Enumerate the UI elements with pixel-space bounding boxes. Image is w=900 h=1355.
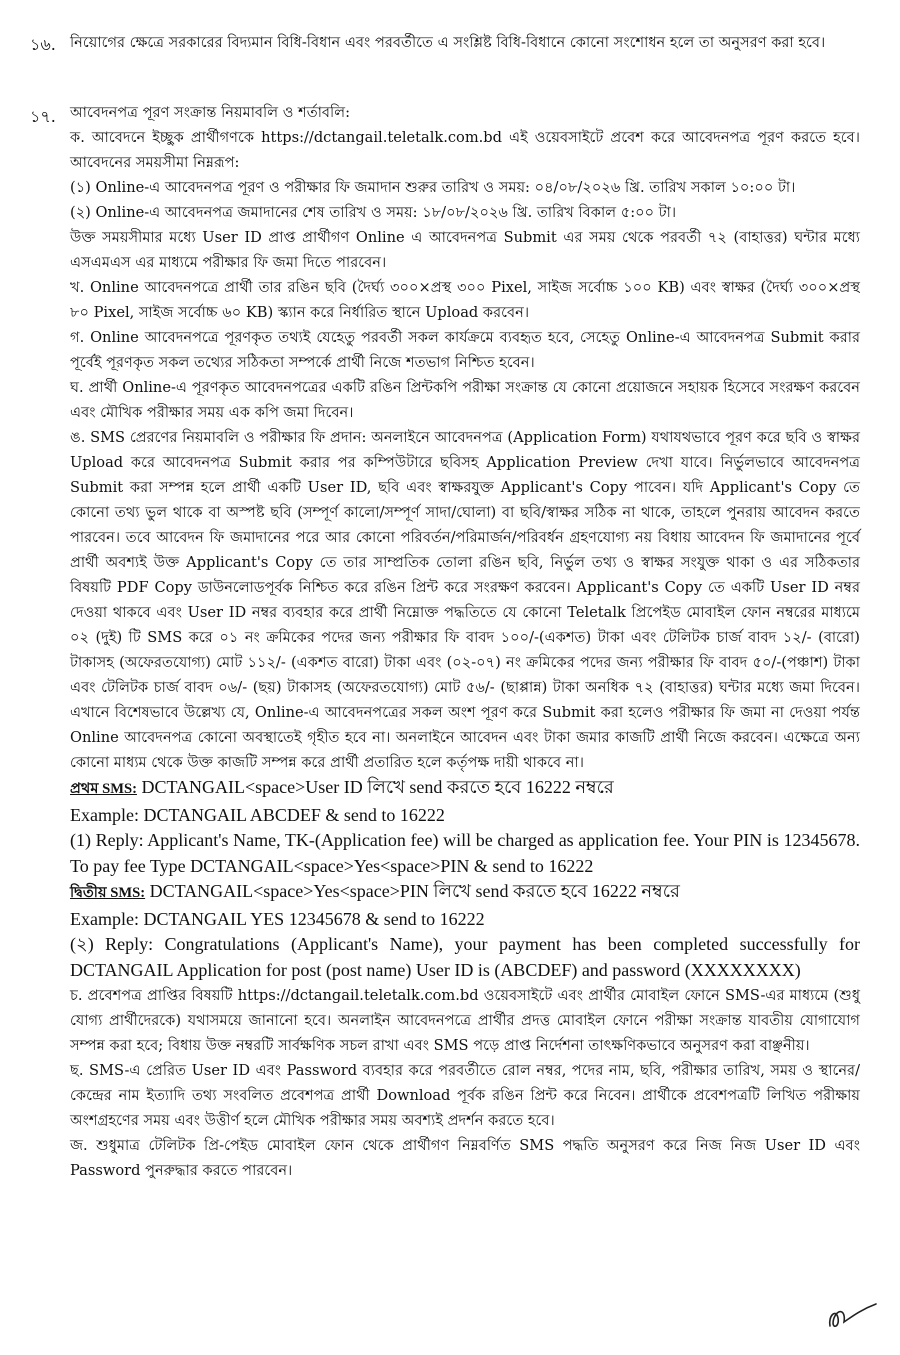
clause-cha: চ. প্রবেশপত্র প্রাপ্তির বিষয়টি https://dctangail.teletalk.com.bd ওয়েবসাইটে এবং প্রার্থীর মোবাইল ফোনে SMS-এর মাধ্যমে (শুধু যোগ্য প্রার্থীদেরকে) যথাসময়ে জানানো হবে। অনলাইন আবেদনপত্রে প্রার্থীর প্রদত্ত মোবাইল ফোনে পরীক্ষা সংক্রান্ত যাবতীয় যোগাযোগ সম্পন্ন করা হবে; বিধায় উক্ত নম্বরটি সার্বক্ষণিক সচল রাখা এবং SMS পড়ে প্রাপ্ত নির্দেশনা তাৎক্ষণিকভাবে অনুসরণ করা বাঞ্ছনীয়। [70, 987, 860, 1054]
clause-ka: ক. আবেদনে ইচ্ছুক প্রার্থীগণকে https://dctangail.teletalk.com.bd এই ওয়েবসাইটে প্রবেশ করে আবেদনপত্র পূরণ করতে হবে। আবেদনের সময়সীমা নিম্নরূপ: [70, 129, 860, 171]
signature-mark [800, 1288, 880, 1338]
sms-first-reply: (1) Reply: Applicant's Name, TK-(Application fee) will be charged as application fee. Your PIN is 12345678. To pay fee Type DCTANGAIL<space>Yes<space>PIN & send to 16222 [70, 830, 860, 876]
sms-first-body: DCTANGAIL<space>User ID লিখে send করতে হবে 16222 নম্বরে [136, 777, 614, 797]
item-16-text [70, 30, 860, 55]
item-17-number: ১৭. [30, 107, 56, 126]
clause-gha: ঘ. প্রার্থী Online-এ পূরণকৃত আবেদনপত্রের একটি রঙিন প্রিন্টকপি পরীক্ষা সংক্রান্ত যে কোনো প্রয়োজনে সহায়ক হিসেবে সংরক্ষণ করবেন এবং মৌখিক পরীক্ষার সময় এক কপি জমা দিবেন। [70, 379, 860, 421]
clause-chha: ছ. SMS-এ প্রেরিত User ID এবং Password ব্যবহার করে পরবর্তীতে রোল নম্বর, পদের নাম, ছবি, পরীক্ষার তারিখ, সময় ও স্থানের/কেন্দ্রের নাম ইত্যাদি তথ্য সংবলিত প্রবেশপত্র প্রার্থী Download পূর্বক রঙিন প্রিন্ট করে নিবেন। প্রার্থীকে প্রবেশপত্রটি লিখিত পরীক্ষায় অংশগ্রহণের সময় এবং উত্তীর্ণ হলে মৌখিক পরীক্ষার সময় অবশ্যই প্রদর্শন করতে হবে। [70, 1062, 860, 1129]
clause-ja: জ. শুধুমাত্র টেলিটক প্রি-পেইড মোবাইল ফোন থেকে প্রার্থীগণ নিম্নবর্ণিত SMS পদ্ধতি অনুসরণ করে নিজ নিজ User ID এবং Password পুনরুদ্ধার করতে পারবেন। [70, 1137, 860, 1179]
sms-second-line [70, 879, 860, 907]
clause-umo: ঙ. SMS প্রেরণের নিয়মাবলি ও পরীক্ষার ফি প্রদান: অনলাইনে আবেদনপত্র (Application Form) যথাযথভাবে পূরণ করে ছবি ও স্বাক্ষর Upload করে আবেদনপত্র Submit করার পর কম্পিউটারে ছবিসহ Application Preview দেখা যাবে। নির্ভুলভাবে আবেদনপত্র Submit করা সম্পন্ন হলে প্রার্থী একটি User ID, ছবি এবং স্বাক্ষরযুক্ত Applicant's Copy পাবেন। যদি Applicant's Copy তে কোনো তথ্য ভুল থাকে বা অস্পষ্ট ছবি (সম্পূর্ণ কালো/সম্পূর্ণ সাদা/ঘোলা) বা ছবি/স্বাক্ষর সঠিক না থাকে, তাহলে পুনরায় আবেদন করতে পারবেন। তবে আবেদন ফি জমাদানের পরে আর কোনো পরিবর্তন/পরিমার্জন/পরিবর্ধন গ্রহণযোগ্য নয় বিধায় আবেদন ফি জমাদানের পূর্বে প্রার্থী অবশ্যই উক্ত Applicant's Copy তে তার সাম্প্রতিক তোলা রঙিন ছবি, নির্ভুল তথ্য ও স্বাক্ষর সংযুক্ত থাকা ও এর সঠিকতার বিষয়টি PDF Copy ডাউনলোডপূর্বক নিশ্চিত করে রঙিন প্রিন্ট করে সংরক্ষণ করবেন। Applicant's Copy তে একটি User ID নম্বর দেওয়া থাকবে এবং User ID নম্বর ব্যবহার করে প্রার্থী নিম্নোক্ত পদ্ধতিতে যে কোনো Teletalk প্রিপেইড মোবাইল ফোন নম্বরের মাধ্যমে ০২ (দুই) টি SMS করে ০১ নং ক্রমিকের পদের জন্য পরীক্ষার ফি বাবদ ১০০/-(একশত) টাকা এবং টেলিটক চার্জ বাবদ ১২/- (বারো) টাকাসহ (অফেরতযোগ্য) মোট ১১২/- (একশত বারো) টাকা এবং (০২-০৭) নং ক্রমিকের পদের জন্য পরীক্ষার ফি বাবদ ৫০/-(পঞ্চাশ) টাকা এবং টেলিটক চার্জ বাবদ ০৬/- (ছয়) টাকাসহ (অফেরতযোগ্য) মোট ৫৬/- (ছাপ্পান্ন) টাকা অনধিক ৭২ (বাহাত্তর) ঘন্টার মধ্যে জমা দিবেন। এখানে বিশেষভাবে উল্লেখ্য যে, Online-এ আবেদনপত্রের সকল অংশ পূরণ করে Submit করা হলেও পরীক্ষার ফি জমা না দেওয়া পর্যন্ত Online আবেদনপত্র কোনো অবস্থাতেই গৃহীত হবে না। অনলাইনে আবেদন এবং টাকা জমার কাজটি প্রার্থী নিজে করবেন। এক্ষেত্রে অন্য কোনো মাধ্যম থেকে উক্ত কাজটি সম্পন্ন করে প্রার্থী প্রতারিত হলে কর্তৃপক্ষ দায়ী থাকবে না। [70, 429, 860, 771]
sms-second-heading: দ্বিতীয় SMS: [70, 885, 146, 901]
item-17-heading: আবেদনপত্র পূরণ সংক্রান্ত নিয়মাবলি ও শর্তাবলি: [70, 104, 351, 121]
sms-first-example: Example: DCTANGAIL ABCDEF & send to 16222 [70, 804, 445, 825]
sms-second-example: Example: DCTANGAIL YES 12345678 & send to 16222 [70, 908, 485, 929]
item-16-number: ১৬. [30, 35, 56, 54]
clause-kha: খ. Online আবেদনপত্রে প্রার্থী তার রঙিন ছবি (দৈর্ঘ্য ৩০০×প্রস্থ ৩০০ Pixel, সাইজ সর্বোচ্চ ১০০ KB) এবং স্বাক্ষর (দৈর্ঘ্য ৩০০×প্রস্থ ৮০ Pixel, সাইজ সর্বোচ্চ ৬০ KB) স্ক্যান করে নির্ধারিত স্থানে Upload করবেন। [70, 279, 860, 321]
item-17-section [70, 100, 860, 1183]
clause-ga: গ. Online আবেদনপত্রে পূরণকৃত তথ্যই যেহেতু পরবর্তী সকল কার্যক্রমে ব্যবহৃত হবে, সেহেতু Online-এ আবেদনপত্র Submit করার পূর্বেই পূরণকৃত সকল তথ্যের সঠিকতা সম্পর্কে প্রার্থী নিজে শতভাগ নিশ্চিত হবেন। [70, 329, 860, 371]
sms-first-heading: প্রথম SMS: [70, 781, 137, 797]
clause-ka-3: উক্ত সময়সীমার মধ্যে User ID প্রাপ্ত প্রার্থীগণ Online এ আবেদনপত্র Submit এর সময় থেকে পরবর্তী ৭২ (বাহাত্তর) ঘন্টার মধ্যে এসএমএস এর মাধ্যমে পরীক্ষার ফি জমা দিতে পারবেন। [70, 229, 860, 271]
clause-ka-1: (১) Online-এ আবেদনপত্র পূরণ ও পরীক্ষার ফি জমাদান শুরুর তারিখ ও সময়: ০৪/০৮/২০২৬ খ্রি. তারিখ সকাল ১০:০০ টা। [70, 179, 796, 196]
clause-ka-2: (২) Online-এ আবেদনপত্র জমাদানের শেষ তারিখ ও সময়: ১৮/০৮/২০২৬ খ্রি. তারিখ বিকাল ৫:০০ টা। [70, 204, 677, 221]
sms-second-reply: (২) Reply: Congratulations (Applicant's Name), your payment has been completed successfully for DCTANGAIL Application for post (post name) User ID is (ABCDEF) and password (XXXXXXXX) [70, 934, 860, 980]
sms-first-line [70, 775, 860, 803]
sms-second-body: DCTANGAIL<space>Yes<space>PIN লিখে send করতে হবে 16222 নম্বরে [145, 881, 680, 901]
item-16-paragraph: নিয়োগের ক্ষেত্রে সরকারের বিদ্যমান বিধি-বিধান এবং পরবর্তীতে এ সংশ্লিষ্ট বিধি-বিধানে কোনো সংশোধন হলে তা অনুসরণ করা হবে। [70, 34, 826, 51]
